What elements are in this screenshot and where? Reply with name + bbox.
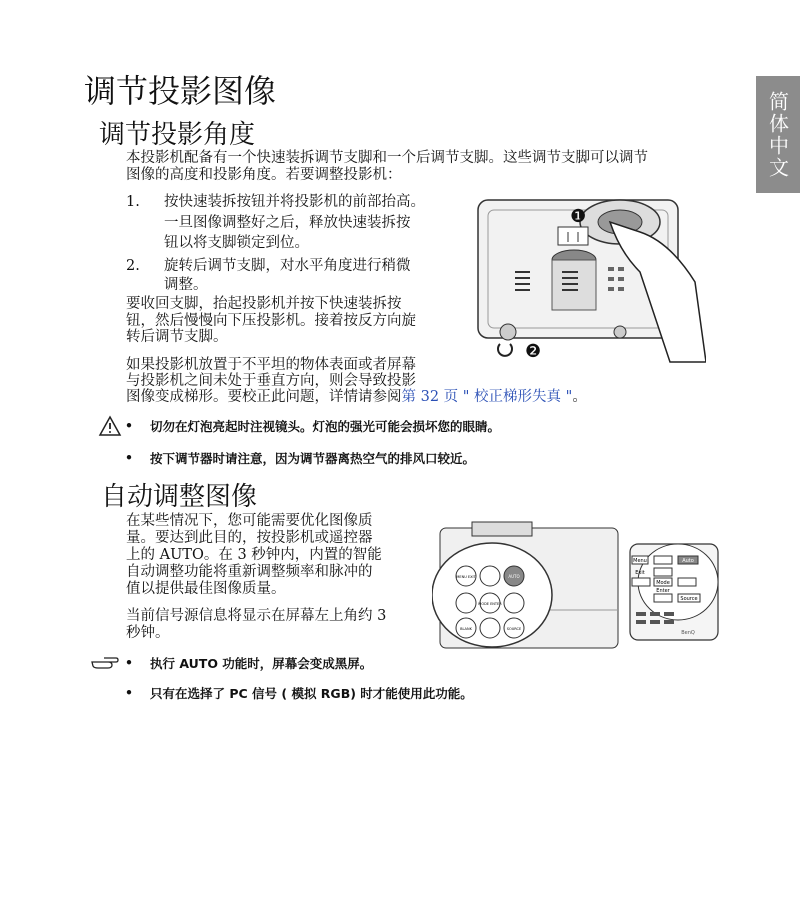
section-heading-auto: 自动调整图像 (101, 482, 258, 512)
remote-source-label: Source (680, 596, 698, 602)
step1-line-2: 一旦图像调整好之后，释放快速装拆按 (164, 215, 411, 231)
panel-blank-label: BLANK (460, 627, 472, 631)
intro-line-1: 本投影机配备有一个快速装拆调节支脚和一个后调节支脚。这些调节支脚可以调节 (126, 150, 648, 166)
keystone-link[interactable]: 第 32 页 " 校正梯形失真 " (401, 389, 573, 405)
uneven-line-1: 如果投影机放置于不平坦的物体表面或者屏幕 (126, 357, 416, 373)
remote-enter-label: Enter (656, 588, 670, 594)
bullet: • (125, 418, 133, 433)
uneven-line-3 (126, 389, 587, 406)
remote-auto-label: Auto (682, 558, 694, 564)
panel-menu-label: MENU EXIT (456, 575, 476, 579)
retract-line-3: 转后调节支脚。 (126, 329, 228, 345)
language-tab (756, 76, 800, 193)
intro-line-2: 图像的高度和投影角度。若要调整投影机： (126, 167, 402, 183)
note-2: 只有在选择了 PC 信号 ( 模拟 RGB) 时才能使用此功能。 (150, 686, 473, 701)
step2-line-1: 旋转后调节支脚，对水平角度进行稍微 (164, 258, 411, 274)
remote-mode-label: Mode (656, 580, 670, 586)
bullet: • (125, 655, 133, 670)
remote-exit-label: Exit (635, 570, 645, 576)
auto-line-4: 自动调整功能将重新调整频率和脉冲的 (126, 564, 373, 580)
remote-menu-label: Menu (633, 558, 647, 564)
page-title: 调节投影图像 (84, 72, 277, 110)
step1-line-3: 钮以将支脚锁定到位。 (164, 235, 309, 251)
step1-line-1: 按快速装拆按钮并将投影机的前部抬高。 (164, 194, 425, 210)
signal-line-2: 秒钟。 (126, 625, 170, 641)
panel-auto-label: AUTO (508, 574, 520, 579)
warning-2: 按下调节器时请注意，因为调节器离热空气的排风口较近。 (150, 451, 476, 466)
remote-control-illustration (628, 542, 720, 642)
retract-line-2: 钮，然后慢慢向下压投影机。接着按反方向旋 (126, 313, 416, 329)
period: 。 (572, 389, 587, 405)
auto-line-3: 上的 AUTO。在 3 秒钟内，内置的智能 (126, 547, 382, 563)
uneven-line-2: 与投影机之间未处于垂直方向，则会导致投影 (126, 373, 416, 389)
callout-2: ❷ (525, 341, 542, 362)
step-number: 2. (126, 258, 140, 274)
panel-source-label: SOURCE (506, 627, 522, 631)
pointing-hand-icon (90, 654, 122, 672)
remote-brand-label: BenQ (681, 630, 695, 636)
uneven-text: 图像变成梯形。要校正此问题，详情请参阅 (126, 389, 402, 405)
auto-line-1: 在某些情况下，您可能需要优化图像质 (126, 513, 373, 529)
panel-mode-label: MODE ENTER (478, 602, 502, 606)
step-number: 1. (126, 194, 140, 210)
warning-icon (98, 415, 122, 437)
bullet: • (125, 685, 133, 700)
control-panel-illustration (432, 520, 622, 652)
auto-line-2: 量。要达到此目的，按投影机或遥控器 (126, 530, 373, 546)
note-1: 执行 AUTO 功能时，屏幕会变成黑屏。 (150, 656, 373, 671)
section-heading-angle: 调节投影角度 (99, 120, 256, 150)
callout-1: ❶ (570, 206, 587, 227)
auto-line-5: 值以提供最佳图像质量。 (126, 581, 286, 597)
language-tab-label: 简体中文 (765, 90, 790, 179)
step2-line-2: 调整。 (164, 277, 208, 293)
bullet: • (125, 450, 133, 465)
projector-bottom-illustration (470, 192, 706, 370)
warning-1: 切勿在灯泡亮起时注视镜头。灯泡的强光可能会损坏您的眼睛。 (150, 419, 501, 434)
signal-line-1: 当前信号源信息将显示在屏幕左上角约 3 (126, 608, 387, 624)
retract-line-1: 要收回支脚，抬起投影机并按下快速装拆按 (126, 296, 402, 312)
